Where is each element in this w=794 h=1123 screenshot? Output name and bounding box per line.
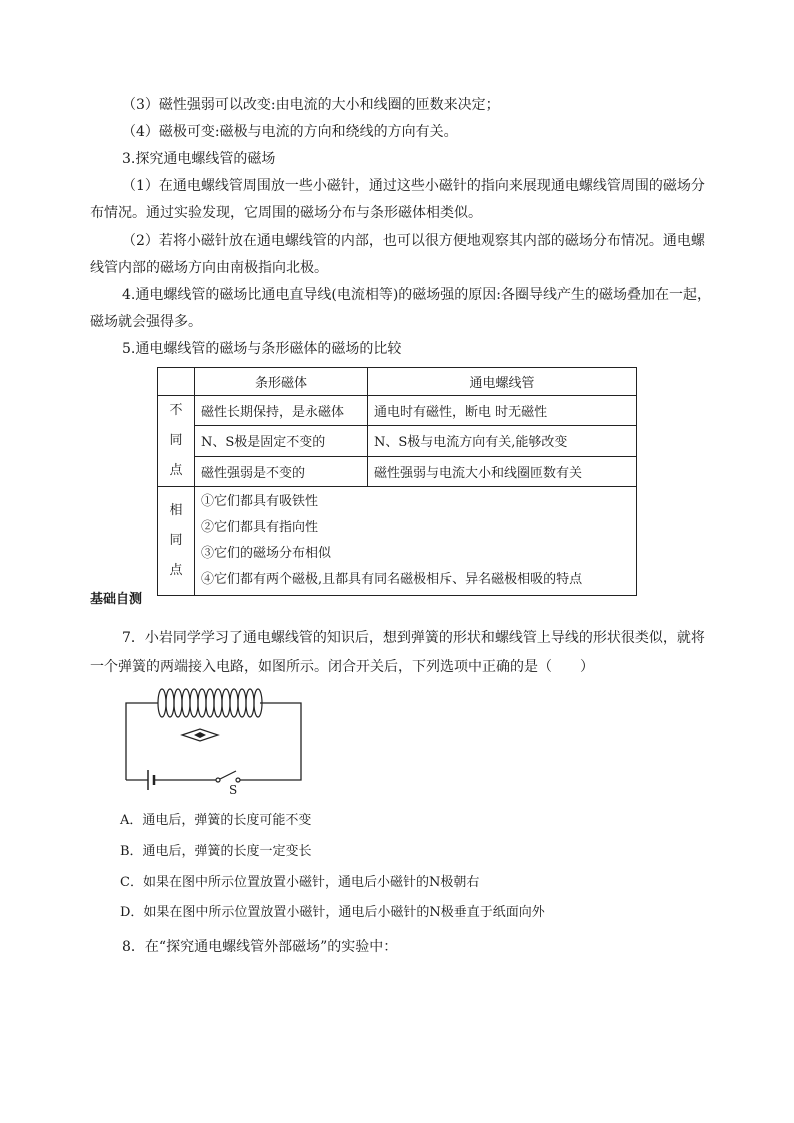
same-label-char: 点 — [169, 563, 183, 578]
same-item: ②它们都具有指向性 — [201, 520, 319, 535]
same-label-char: 同 — [169, 533, 183, 548]
text-line: （2）若将小磁针放在通电螺线管的内部，也可以很方便地观察其内部的磁场分布情况。通电螺 — [122, 233, 705, 249]
question-7-stem: 一个弹簧的两端接入电路，如图所示。闭合开关后，下列选项中正确的是（ ） — [90, 659, 594, 675]
same-item: ④它们都有两个磁极,且都具有同名磁极相斥、异名磁极相吸的特点 — [201, 572, 583, 587]
option-d: D．如果在图中所示位置放置小磁针，通电后小磁针的N极垂直于纸面向外 — [120, 905, 545, 920]
section-title: 基础自测 — [90, 592, 143, 607]
text-line: （4）磁极可变:磁极与电流的方向和绕线的方向有关。 — [122, 124, 458, 140]
option-a: A．通电后，弹簧的长度可能不变 — [120, 813, 312, 828]
circuit-diagram — [118, 683, 308, 801]
comparison-table — [157, 367, 637, 596]
text-line: 布情况。通过实验发现，它周围的磁场分布与条形磁体相类似。 — [90, 205, 482, 221]
table-cell: 通电时有磁性，断电 时无磁性 — [368, 396, 637, 426]
text-line: （3）磁性强弱可以改变:由电流的大小和线圈的匝数来决定； — [122, 97, 500, 113]
table-row — [158, 456, 637, 486]
table-row — [158, 396, 637, 426]
table-cell: N、S极与电流方向有关,能够改变 — [368, 426, 637, 456]
table-cell: 磁性长期保持，是永磁体 — [195, 396, 368, 426]
same-items-cell — [195, 487, 637, 596]
spring-coil-icon — [158, 689, 262, 717]
question-8-stem: 8．在“探究通电螺线管外部磁场”的实验中： — [122, 939, 398, 955]
same-label-char: 相 — [169, 503, 183, 518]
table-cell: 磁性强弱是不变的 — [195, 456, 368, 486]
text-line: 3.探究通电螺线管的磁场 — [122, 151, 276, 167]
diff-label-char: 同 — [169, 433, 183, 448]
table-cell: 磁性强弱与电流大小和线圈匝数有关 — [368, 456, 637, 486]
switch-icon — [216, 771, 240, 782]
text-line: 4.通电螺线管的磁场比通电直导线(电流相等)的磁场强的原因:各圈导线产生的磁场叠加在一起， — [122, 287, 711, 303]
option-c: C．如果在图中所示位置放置小磁针，通电后小磁针的N极朝右 — [120, 875, 480, 890]
diff-label-char: 点 — [169, 463, 183, 478]
table-header-cell: 通电螺线管 — [368, 368, 637, 396]
table-header-row — [158, 368, 637, 396]
text-line: 5.通电螺线管的磁场与条形磁体的磁场的比较 — [122, 341, 402, 357]
table-cell: N、S极是固定不变的 — [195, 426, 368, 456]
table-header-cell: 条形磁体 — [195, 368, 368, 396]
wire-left — [126, 703, 158, 780]
diff-label-cell — [158, 396, 195, 487]
diff-label-char: 不 — [169, 403, 183, 418]
option-b: B．通电后，弹簧的长度一定变长 — [120, 844, 312, 859]
compass-needle-icon — [182, 729, 218, 741]
table-row — [158, 426, 637, 456]
text-line: 磁场就会强得多。 — [90, 314, 202, 330]
table-row — [158, 487, 637, 596]
switch-label: S — [229, 783, 238, 797]
question-7-stem: 7．小岩同学学习了通电螺线管的知识后，想到弹簧的形状和螺线管上导线的形状很类似，就将 — [122, 630, 705, 646]
wire-right — [240, 703, 301, 780]
same-item: ①它们都具有吸铁性 — [201, 494, 319, 509]
text-line: 线管内部的磁场方向由南极指向北极。 — [90, 260, 328, 276]
battery-icon — [148, 770, 154, 790]
same-item: ③它们的磁场分布相似 — [201, 546, 332, 561]
same-label-cell — [158, 487, 195, 596]
table-corner-cell — [158, 368, 195, 396]
text-line: （1）在通电螺线管周围放一些小磁针，通过这些小磁针的指向来展现通电螺线管周围的磁场分 — [122, 178, 705, 194]
